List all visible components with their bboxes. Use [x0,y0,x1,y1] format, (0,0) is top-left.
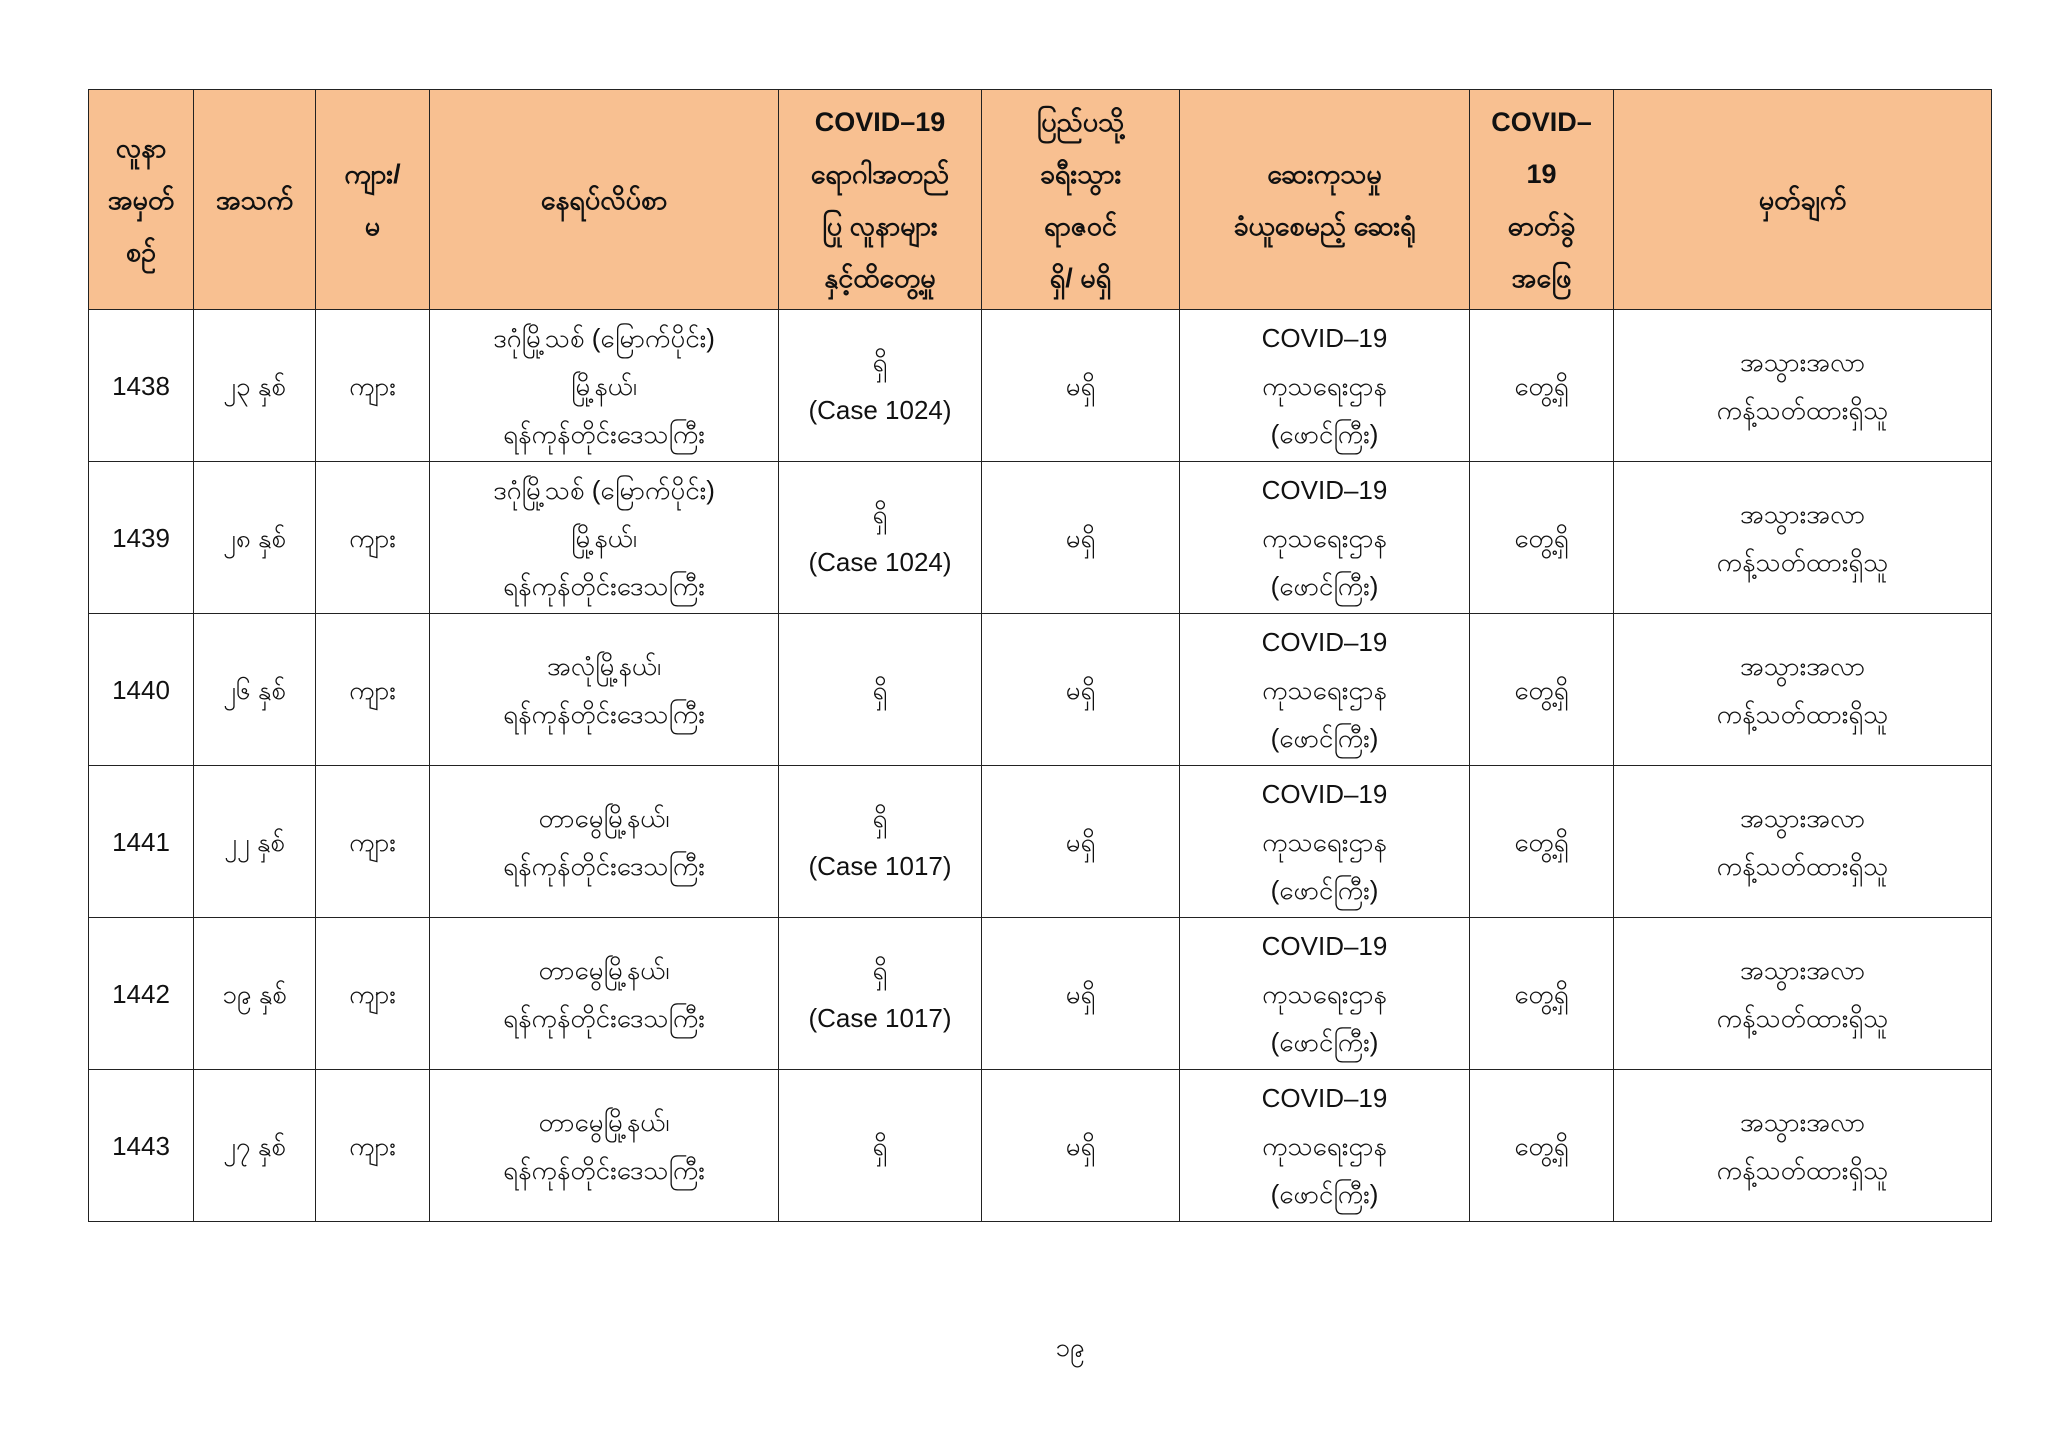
contact-cell: ရှိ (Case 1024) [779,310,982,462]
header-sex: ကျား/ မ [316,90,430,310]
remarks-cell: အသွားအလာ ကန့်သတ်ထားရှိသူ [1614,1070,1992,1222]
header-travel-history: ပြည်ပသို့ ခရီးသွား ရာဇဝင် ရှိ/ မရှိ [982,90,1180,310]
table-body [89,310,1992,1222]
table-header [89,90,1992,310]
contact-cell: ရှိ (Case 1017) [779,766,982,918]
table-row [89,614,1992,766]
hospital-cell: COVID–19 ကုသရေးဌာန (ဖောင်ကြီး) [1180,918,1470,1070]
contact-cell: ရှိ [779,1070,982,1222]
age-cell: ၂၈ နှစ် [194,462,316,614]
address-cell: တာမွေမြို့နယ်၊ ရန်ကုန်တိုင်းဒေသကြီး [430,1070,779,1222]
case-number-cell: 1438 [89,310,194,462]
address-cell: ဒဂုံမြို့သစ် (မြောက်ပိုင်း) မြို့နယ်၊ ရန်ကုန်တိုင်းဒေသကြီး [430,310,779,462]
address-cell: အလုံမြို့နယ်၊ ရန်ကုန်တိုင်းဒေသကြီး [430,614,779,766]
contact-cell: ရှိ (Case 1024) [779,462,982,614]
test-result-cell: တွေ့ရှိ [1470,918,1614,1070]
remarks-cell: အသွားအလာ ကန့်သတ်ထားရှိသူ [1614,918,1992,1070]
remarks-cell: အသွားအလာ ကန့်သတ်ထားရှိသူ [1614,766,1992,918]
remarks-cell: အသွားအလာ ကန့်သတ်ထားရှိသူ [1614,310,1992,462]
hospital-cell: COVID–19 ကုသရေးဌာန (ဖောင်ကြီး) [1180,766,1470,918]
address-cell: တာမွေမြို့နယ်၊ ရန်ကုန်တိုင်းဒေသကြီး [430,766,779,918]
page-number: ၁၉ [1055,1332,1085,1362]
contact-cell: ရှိ [779,614,982,766]
remarks-cell: အသွားအလာ ကန့်သတ်ထားရှိသူ [1614,462,1992,614]
header-remarks: မှတ်ချက် [1614,90,1992,310]
test-result-cell: တွေ့ရှိ [1470,462,1614,614]
case-number-cell: 1442 [89,918,194,1070]
case-table [88,89,1992,1222]
test-result-cell: တွေ့ရှိ [1470,1070,1614,1222]
header-contact: COVID–19 ရောဂါအတည် ပြု လူနာများ နှင့်ထိတွေ့မှု [779,90,982,310]
table-row [89,918,1992,1070]
hospital-cell: COVID–19 ကုသရေးဌာန (ဖောင်ကြီး) [1180,1070,1470,1222]
travel-history-cell: မရှိ [982,310,1180,462]
sex-cell: ကျား [316,1070,430,1222]
case-number-cell: 1441 [89,766,194,918]
hospital-cell: COVID–19 ကုသရေးဌာန (ဖောင်ကြီး) [1180,462,1470,614]
travel-history-cell: မရှိ [982,1070,1180,1222]
case-number-cell: 1443 [89,1070,194,1222]
travel-history-cell: မရှိ [982,766,1180,918]
table-row [89,1070,1992,1222]
table-row [89,310,1992,462]
sex-cell: ကျား [316,918,430,1070]
hospital-cell: COVID–19 ကုသရေးဌာန (ဖောင်ကြီး) [1180,614,1470,766]
age-cell: ၁၉ နှစ် [194,918,316,1070]
age-cell: ၂၇ နှစ် [194,1070,316,1222]
header-age: အသက် [194,90,316,310]
case-number-cell: 1439 [89,462,194,614]
address-cell: ဒဂုံမြို့သစ် (မြောက်ပိုင်း) မြို့နယ်၊ ရန်ကုန်တိုင်းဒေသကြီး [430,462,779,614]
address-cell: တာမွေမြို့နယ်၊ ရန်ကုန်တိုင်းဒေသကြီး [430,918,779,1070]
age-cell: ၂၂ နှစ် [194,766,316,918]
remarks-cell: အသွားအလာ ကန့်သတ်ထားရှိသူ [1614,614,1992,766]
table-row [89,462,1992,614]
table-row [89,766,1992,918]
age-cell: ၂၆ နှစ် [194,614,316,766]
sex-cell: ကျား [316,766,430,918]
sex-cell: ကျား [316,310,430,462]
test-result-cell: တွေ့ရှိ [1470,310,1614,462]
sex-cell: ကျား [316,614,430,766]
travel-history-cell: မရှိ [982,614,1180,766]
case-number-cell: 1440 [89,614,194,766]
test-result-cell: တွေ့ရှိ [1470,766,1614,918]
travel-history-cell: မရှိ [982,918,1180,1070]
header-case-number: လူနာ အမှတ် စဉ် [89,90,194,310]
sex-cell: ကျား [316,462,430,614]
header-hospital: ဆေးကုသမှု ခံယူစေမည့် ဆေးရုံ [1180,90,1470,310]
header-row [89,90,1992,310]
header-address: နေရပ်လိပ်စာ [430,90,779,310]
travel-history-cell: မရှိ [982,462,1180,614]
hospital-cell: COVID–19 ကုသရေးဌာန (ဖောင်ကြီး) [1180,310,1470,462]
header-test-result: COVID– 19 ဓာတ်ခွဲ အဖြေ [1470,90,1614,310]
test-result-cell: တွေ့ရှိ [1470,614,1614,766]
contact-cell: ရှိ (Case 1017) [779,918,982,1070]
age-cell: ၂၃ နှစ် [194,310,316,462]
